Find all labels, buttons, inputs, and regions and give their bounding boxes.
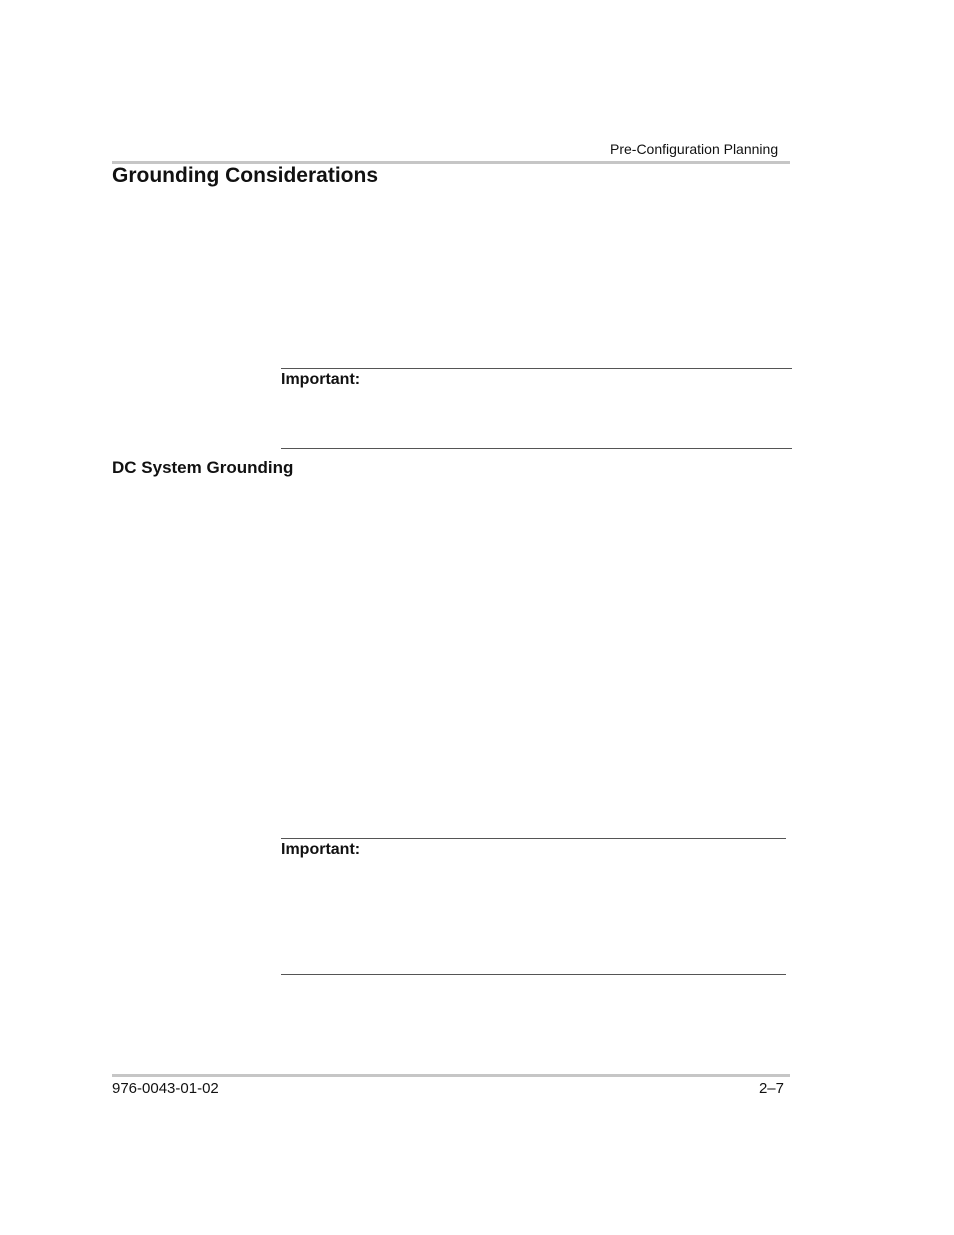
note-top-rule [281,838,786,839]
document-number: 976-0043-01-02 [112,1080,219,1097]
important-note-label: Important: [281,841,361,858]
running-header: Pre-Configuration Planning [610,141,779,157]
footer-rule [112,1074,790,1077]
section-title: Grounding Considerations [112,164,378,187]
note-bottom-rule [281,974,786,975]
page-number: 2–7 [758,1080,784,1097]
subsection-title: DC System Grounding [112,458,294,477]
important-note-label: Important: [281,371,361,388]
note-bottom-rule [281,448,792,449]
note-top-rule [281,368,792,369]
